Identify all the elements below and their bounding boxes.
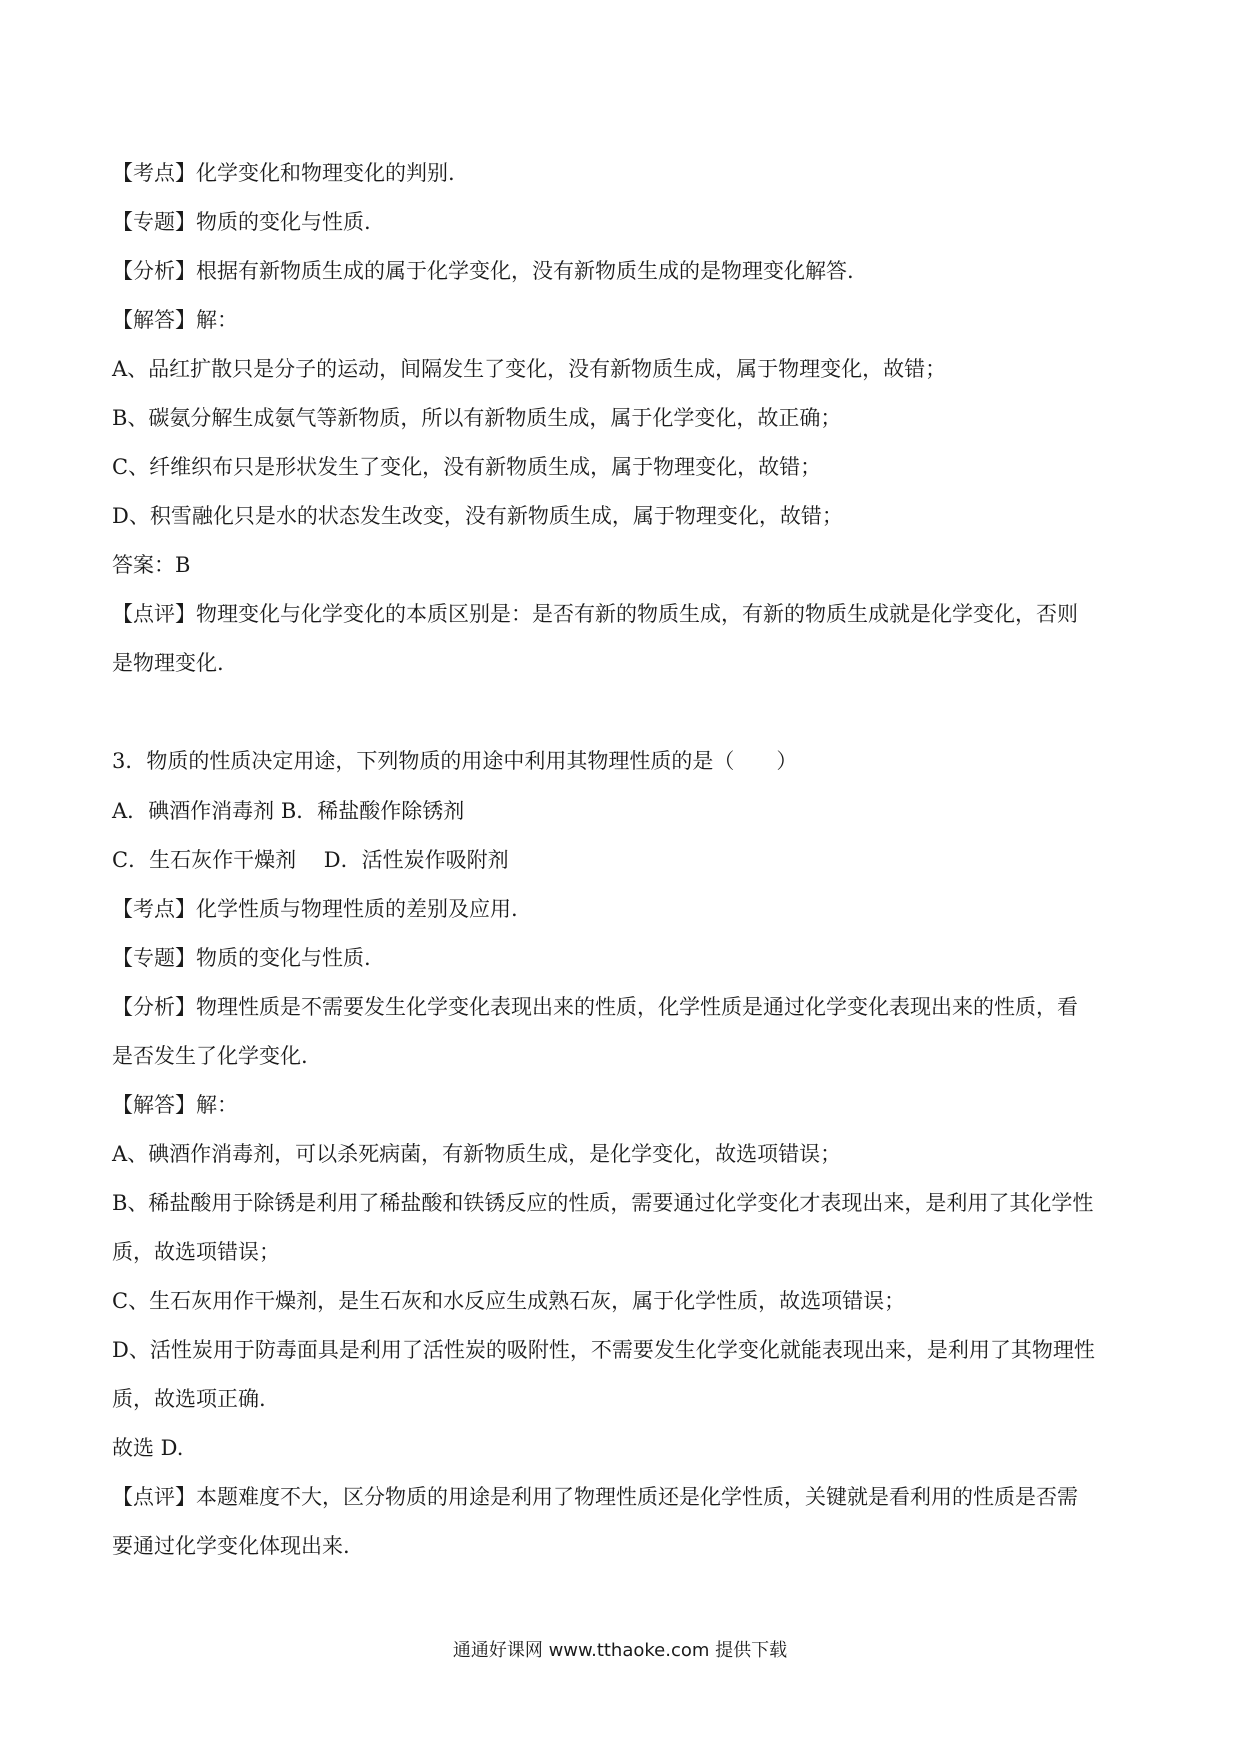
q2-option-a: A、品红扩散只是分子的运动，间隔发生了变化，没有新物质生成，属于物理变化，故错； xyxy=(112,357,947,381)
q3-option-a: A、碘酒作消毒剂，可以杀死病菌，有新物质生成，是化学变化，故选项错误； xyxy=(112,1142,842,1166)
q3-answer: 故选 D. xyxy=(112,1436,184,1460)
q2-zhuanti: 【专题】物质的变化与性质. xyxy=(112,210,371,234)
q2-dianping-line-2: 是物理变化. xyxy=(112,651,224,675)
q3-fenxi-line-1: 【分析】物理性质是不需要发生化学变化表现出来的性质，化学性质是通过化学变化表现出来的性质，看 xyxy=(112,995,1078,1019)
q3-choices-line-1: A．碘酒作消毒剂 B．稀盐酸作除锈剂 xyxy=(112,799,465,823)
q3-fenxi-line-2: 是否发生了化学变化. xyxy=(112,1044,308,1068)
q2-jieda: 【解答】解： xyxy=(112,308,238,332)
q3-stem: 3．物质的性质决定用途，下列物质的用途中利用其物理性质的是（ ） xyxy=(112,749,798,773)
q3-option-c: C、生石灰用作干燥剂，是生石灰和水反应生成熟石灰，属于化学性质，故选项错误； xyxy=(112,1289,906,1313)
q2-option-d: D、积雪融化只是水的状态发生改变，没有新物质生成，属于物理变化，故错； xyxy=(112,504,843,528)
q2-kaodian: 【考点】化学变化和物理变化的判别. xyxy=(112,161,455,185)
q3-dianping-line-1: 【点评】本题难度不大，区分物质的用途是利用了物理性质还是化学性质，关键就是看利用的性质是否需 xyxy=(112,1485,1078,1509)
q2-option-b: B、碳氨分解生成氨气等新物质，所以有新物质生成，属于化学变化，故正确； xyxy=(112,406,842,430)
q2-answer: 答案：B xyxy=(112,553,191,577)
q3-option-b-line-2: 质，故选项错误； xyxy=(112,1240,280,1264)
q3-kaodian: 【考点】化学性质与物理性质的差别及应用. xyxy=(112,897,518,921)
q2-dianping-line-1: 【点评】物理变化与化学变化的本质区别是：是否有新的物质生成，有新的物质生成就是化学变化，否则 xyxy=(112,602,1078,626)
q2-option-c: C、纤维织布只是形状发生了变化，没有新物质生成，属于物理变化，故错； xyxy=(112,455,822,479)
q3-dianping-line-2: 要通过化学变化体现出来. xyxy=(112,1534,350,1558)
q3-option-d-line-1: D、活性炭用于防毒面具是利用了活性炭的吸附性，不需要发生化学变化就能表现出来，是利用了其物理性 xyxy=(112,1338,1095,1362)
q3-zhuanti: 【专题】物质的变化与性质. xyxy=(112,946,371,970)
page-footer: 通通好课网 www.tthaoke.com 提供下载 xyxy=(452,1640,788,1661)
q2-fenxi: 【分析】根据有新物质生成的属于化学变化，没有新物质生成的是物理变化解答. xyxy=(112,259,854,283)
q3-jieda: 【解答】解： xyxy=(112,1093,238,1117)
q3-option-b-line-1: B、稀盐酸用于除锈是利用了稀盐酸和铁锈反应的性质，需要通过化学变化才表现出来，是利用了其化学性 xyxy=(112,1191,1094,1215)
q3-choices-line-2: C．生石灰作干燥剂 D．活性炭作吸附剂 xyxy=(112,848,509,872)
q3-option-d-line-2: 质，故选项正确. xyxy=(112,1387,266,1411)
